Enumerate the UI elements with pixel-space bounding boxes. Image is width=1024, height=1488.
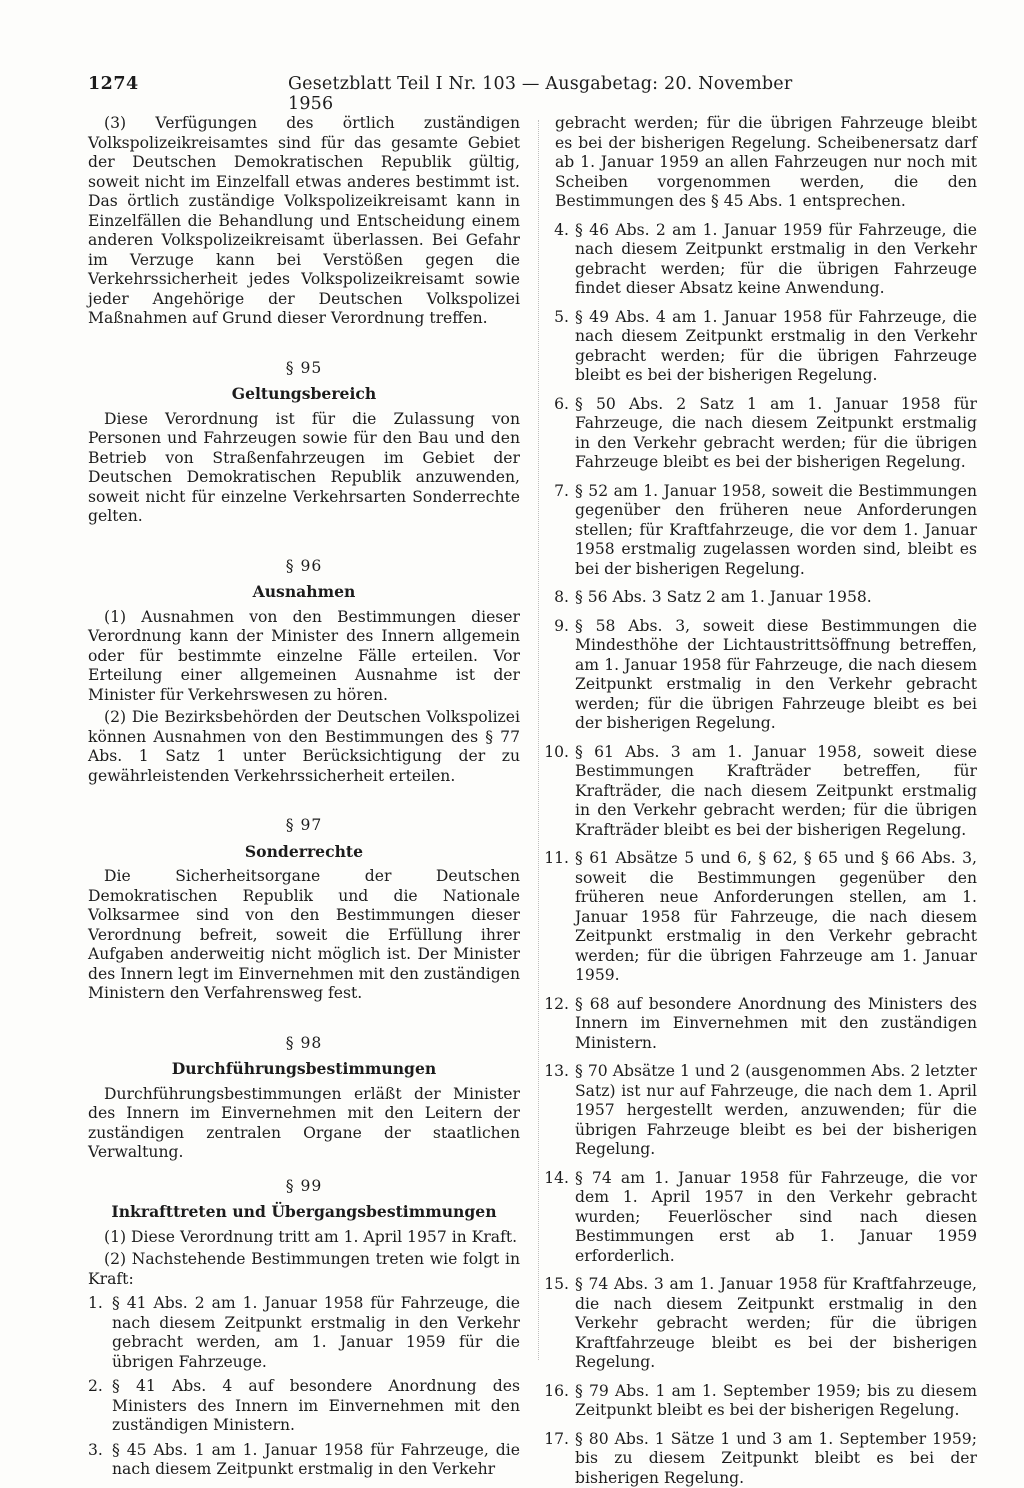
list-item-text: § 61 Absätze 5 und 6, § 62, § 65 und § 66 Abs. 3, soweit die Bestimmungen gegenüber den früheren neue Anforderungen stellen, am 1. Januar 1958 für Fahrzeuge, die nach diesem Zeitpunkt erstmalig in den Verkehr gebracht werden; für die übrigen Fahrzeuge am 1. Januar 1959. <box>575 849 977 984</box>
list-item-number: 17. <box>533 1430 569 1450</box>
list-item <box>553 588 977 608</box>
left-column <box>88 114 520 1480</box>
list-item <box>553 221 977 299</box>
list-item-text: § 74 am 1. Januar 1958 für Fahrzeuge, die vor dem 1. April 1957 in den Verkehr gebracht wurden; Feuerlöscher sind nach diesen Bestimmungen erst ab 1. Januar 1959 erforderlich. <box>575 1169 977 1265</box>
list-item-number: 15. <box>533 1275 569 1295</box>
list-item-text: § 61 Abs. 3 am 1. Januar 1958, soweit diese Bestimmungen Krafträder betreffen, für Krafträder, die nach diesem Zeitpunkt erstmalig in den Verkehr gebracht werden; für die übrigen Krafträder bleibt es bei der bisherigen Regelung. <box>575 743 977 839</box>
right-column <box>553 114 977 1488</box>
list-item-number: 9. <box>533 617 569 637</box>
paragraph-94-3: (3) Verfügungen des örtlich zuständigen Volkspolizeikreisamtes sind für das gesamte Gebiet der Deutschen Demokratischen Republik gültig, soweit nicht im Einzelfall etwas anderes bestimmt ist. Das örtlich zuständige Volkspolizeikreisamt kann in Einzelfällen die Behandlung und Entscheidung einem anderen Volkspolizeikreisamt überlassen. Bei Gefahr im Verzuge kann bei Verstößen gegen die Verkehrssicherheit jedes Volkspolizeikreisamt sowie jeder Angehörige der Deutschen Volkspolizei Maßnahmen auf Grund dieser Verordnung treffen. <box>88 114 520 329</box>
list-item <box>553 1382 977 1421</box>
section-99-paragraph-2: (2) Nachstehende Bestimmungen treten wie folgt in Kraft: <box>88 1250 520 1289</box>
list-item <box>553 482 977 580</box>
list-item <box>553 1430 977 1488</box>
section-98-text: Durchführungsbestimmungen erläßt der Minister des Innern im Einvernehmen mit den Leitern der zuständigen zentralen Organe der staatlichen Verwaltung. <box>88 1085 520 1163</box>
list-item-number: 3. <box>88 1441 110 1461</box>
section-99-number: § 99 <box>88 1177 520 1197</box>
list-item-number: 12. <box>533 995 569 1015</box>
list-item <box>553 617 977 734</box>
list-item <box>553 1062 977 1160</box>
page-header <box>88 74 793 98</box>
section-96-paragraph-2: (2) Die Bezirksbehörden der Deutschen Volkspolizei können Ausnahmen von den Bestimmungen des § 77 Abs. 1 Satz 1 unter Berücksichtigung der zu gewährleistenden Verkehrssicherheit erteilen. <box>88 708 520 786</box>
list-item-number: 4. <box>533 221 569 241</box>
list-item-number: 5. <box>533 308 569 328</box>
list-item <box>553 849 977 986</box>
list-item <box>88 1294 520 1372</box>
list-item-number: 11. <box>533 849 569 869</box>
list-item-number: 6. <box>533 395 569 415</box>
list-item <box>553 395 977 473</box>
section-97-text: Die Sicherheitsorgane der Deutschen Demokratischen Republik und die Nationale Volksarmee sind von den Bestimmungen dieser Verordnung befreit, soweit die Erfüllung ihrer Aufgaben anderweitig nicht möglich ist. Der Minister des Innern legt im Einvernehmen mit den zuständigen Ministern den Verfahrensweg fest. <box>88 867 520 1004</box>
list-item-number: 14. <box>533 1169 569 1189</box>
list-item-text: § 45 Abs. 1 am 1. Januar 1958 für Fahrzeuge, die nach diesem Zeitpunkt erstmalig in den Verkehr <box>112 1441 520 1479</box>
list-item-text: § 50 Abs. 2 Satz 1 am 1. Januar 1958 für Fahrzeuge, die nach diesem Zeitpunkt erstmalig in den Verkehr gebracht werden; für die übrigen Fahrzeuge bleibt es bei der bisherigen Regelung. <box>575 395 977 472</box>
section-99-paragraph-1: (1) Diese Verordnung tritt am 1. April 1957 in Kraft. <box>88 1228 520 1248</box>
list-item-text: § 56 Abs. 3 Satz 2 am 1. Januar 1958. <box>575 588 872 606</box>
list-item <box>88 1377 520 1436</box>
list-item-number: 2. <box>88 1377 110 1397</box>
list-item-text: § 52 am 1. Januar 1958, soweit die Bestimmungen gegenüber den früheren neue Anforderungen stellen; für Kraftfahrzeuge, die vor dem 1. Januar 1958 erstmalig zugelassen worden sind, bleibt es bei der bisherigen Regelung. <box>575 482 977 578</box>
section-96-number: § 96 <box>88 557 520 577</box>
section-95-title: Geltungsbereich <box>88 384 520 404</box>
list-item <box>553 1275 977 1373</box>
section-96-paragraph-1: (1) Ausnahmen von den Bestimmungen dieser Verordnung kann der Minister des Innern allgemein oder für bestimmte einzelne Fälle erteilen. Vor Erteilung einer allgemeinen Ausnahme ist der Minister für Verkehrswesen zu hören. <box>88 608 520 706</box>
list-item-number: 7. <box>533 482 569 502</box>
section-97-title: Sonderrechte <box>88 842 520 862</box>
list-item-text: § 49 Abs. 4 am 1. Januar 1958 für Fahrzeuge, die nach diesem Zeitpunkt erstmalig in den Verkehr gebracht werden; für die übrigen Fahrzeuge bleibt es bei der bisherigen Regelung. <box>575 308 977 385</box>
section-96-title: Ausnahmen <box>88 582 520 602</box>
section-95-number: § 95 <box>88 359 520 379</box>
list-item-number: 16. <box>533 1382 569 1402</box>
list-item <box>553 743 977 841</box>
list-item-text: § 70 Absätze 1 und 2 (ausgenommen Abs. 2 letzter Satz) ist nur auf Fahrzeuge, die nach dem 1. April 1957 hergestellt werden, anzuwenden; für die übrigen Fahrzeuge bleibt es bei der bisherigen Regelung. <box>575 1062 977 1158</box>
list-item-text: § 80 Abs. 1 Sätze 1 und 3 am 1. September 1959; bis zu diesem Zeitpunkt bleibt es bei der bisherigen Regelung. <box>575 1430 977 1487</box>
list-item-text: § 46 Abs. 2 am 1. Januar 1959 für Fahrzeuge, die nach diesem Zeitpunkt erstmalig in den Verkehr gebracht werden; für die übrigen Fahrzeuge findet dieser Absatz keine Anwendung. <box>575 221 977 298</box>
section-98-number: § 98 <box>88 1034 520 1054</box>
list-item-number: 10. <box>533 743 569 763</box>
list-item <box>88 1441 520 1480</box>
list-item-number: 13. <box>533 1062 569 1082</box>
section-98-title: Durchführungsbestimmungen <box>88 1059 520 1079</box>
section-99-title: Inkrafttreten und Übergangsbestimmungen <box>88 1202 520 1222</box>
list-item <box>553 995 977 1054</box>
list-item-text: § 41 Abs. 4 auf besondere Anordnung des Ministers des Innern im Einvernehmen mit den zuständigen Ministern. <box>112 1377 520 1434</box>
section-97-number: § 97 <box>88 816 520 836</box>
list-item-text: § 41 Abs. 2 am 1. Januar 1958 für Fahrzeuge, die nach diesem Zeitpunkt erstmalig in den Verkehr gebracht werden, am 1. Januar 1959 für die übrigen Fahrzeuge. <box>112 1294 520 1371</box>
list-item <box>553 308 977 386</box>
page-number: 1274 <box>88 74 139 94</box>
list-item <box>553 1169 977 1267</box>
list-item-number: 1. <box>88 1294 110 1314</box>
list-item-3-continuation: gebracht werden; für die übrigen Fahrzeuge bleibt es bei der bisherigen Regelung. Scheibenersatz darf ab 1. Januar 1959 an allen Fahrzeugen nur noch mit Scheiben vorgenommen werden, die den Bestimmungen des § 45 Abs. 1 entsprechen. <box>553 114 977 212</box>
list-item-text: § 68 auf besondere Anordnung des Ministers des Innern im Einvernehmen mit den zuständigen Ministern. <box>575 995 977 1052</box>
section-95-text: Diese Verordnung ist für die Zulassung von Personen und Fahrzeugen sowie für den Bau und den Betrieb von Straßenfahrzeugen im Gebiet der Deutschen Demokratischen Republik anzuwenden, soweit nicht für einzelne Verkehrsarten Sonderrechte gelten. <box>88 410 520 527</box>
list-item-text: § 79 Abs. 1 am 1. September 1959; bis zu diesem Zeitpunkt bleibt es bei der bisherigen Regelung. <box>575 1382 977 1420</box>
header-title: Gesetzblatt Teil I Nr. 103 — Ausgabetag: 20. November 1956 <box>288 74 793 114</box>
list-item-number: 8. <box>533 588 569 608</box>
list-item-text: § 58 Abs. 3, soweit diese Bestimmungen die Mindesthöhe der Lichtaustrittsöffnung betreffen, am 1. Januar 1958 für Fahrzeuge, die nach diesem Zeitpunkt erstmalig in den Verkehr gebracht werden; für die übrigen Fahrzeuge bleibt es bei der bisherigen Regelung. <box>575 617 977 733</box>
list-item-text: § 74 Abs. 3 am 1. Januar 1958 für Kraftfahrzeuge, die nach diesem Zeitpunkt erstmalig in den Verkehr gebracht werden; für die übrigen Kraftfahrzeuge bleibt es bei der bisherigen Regelung. <box>575 1275 977 1371</box>
